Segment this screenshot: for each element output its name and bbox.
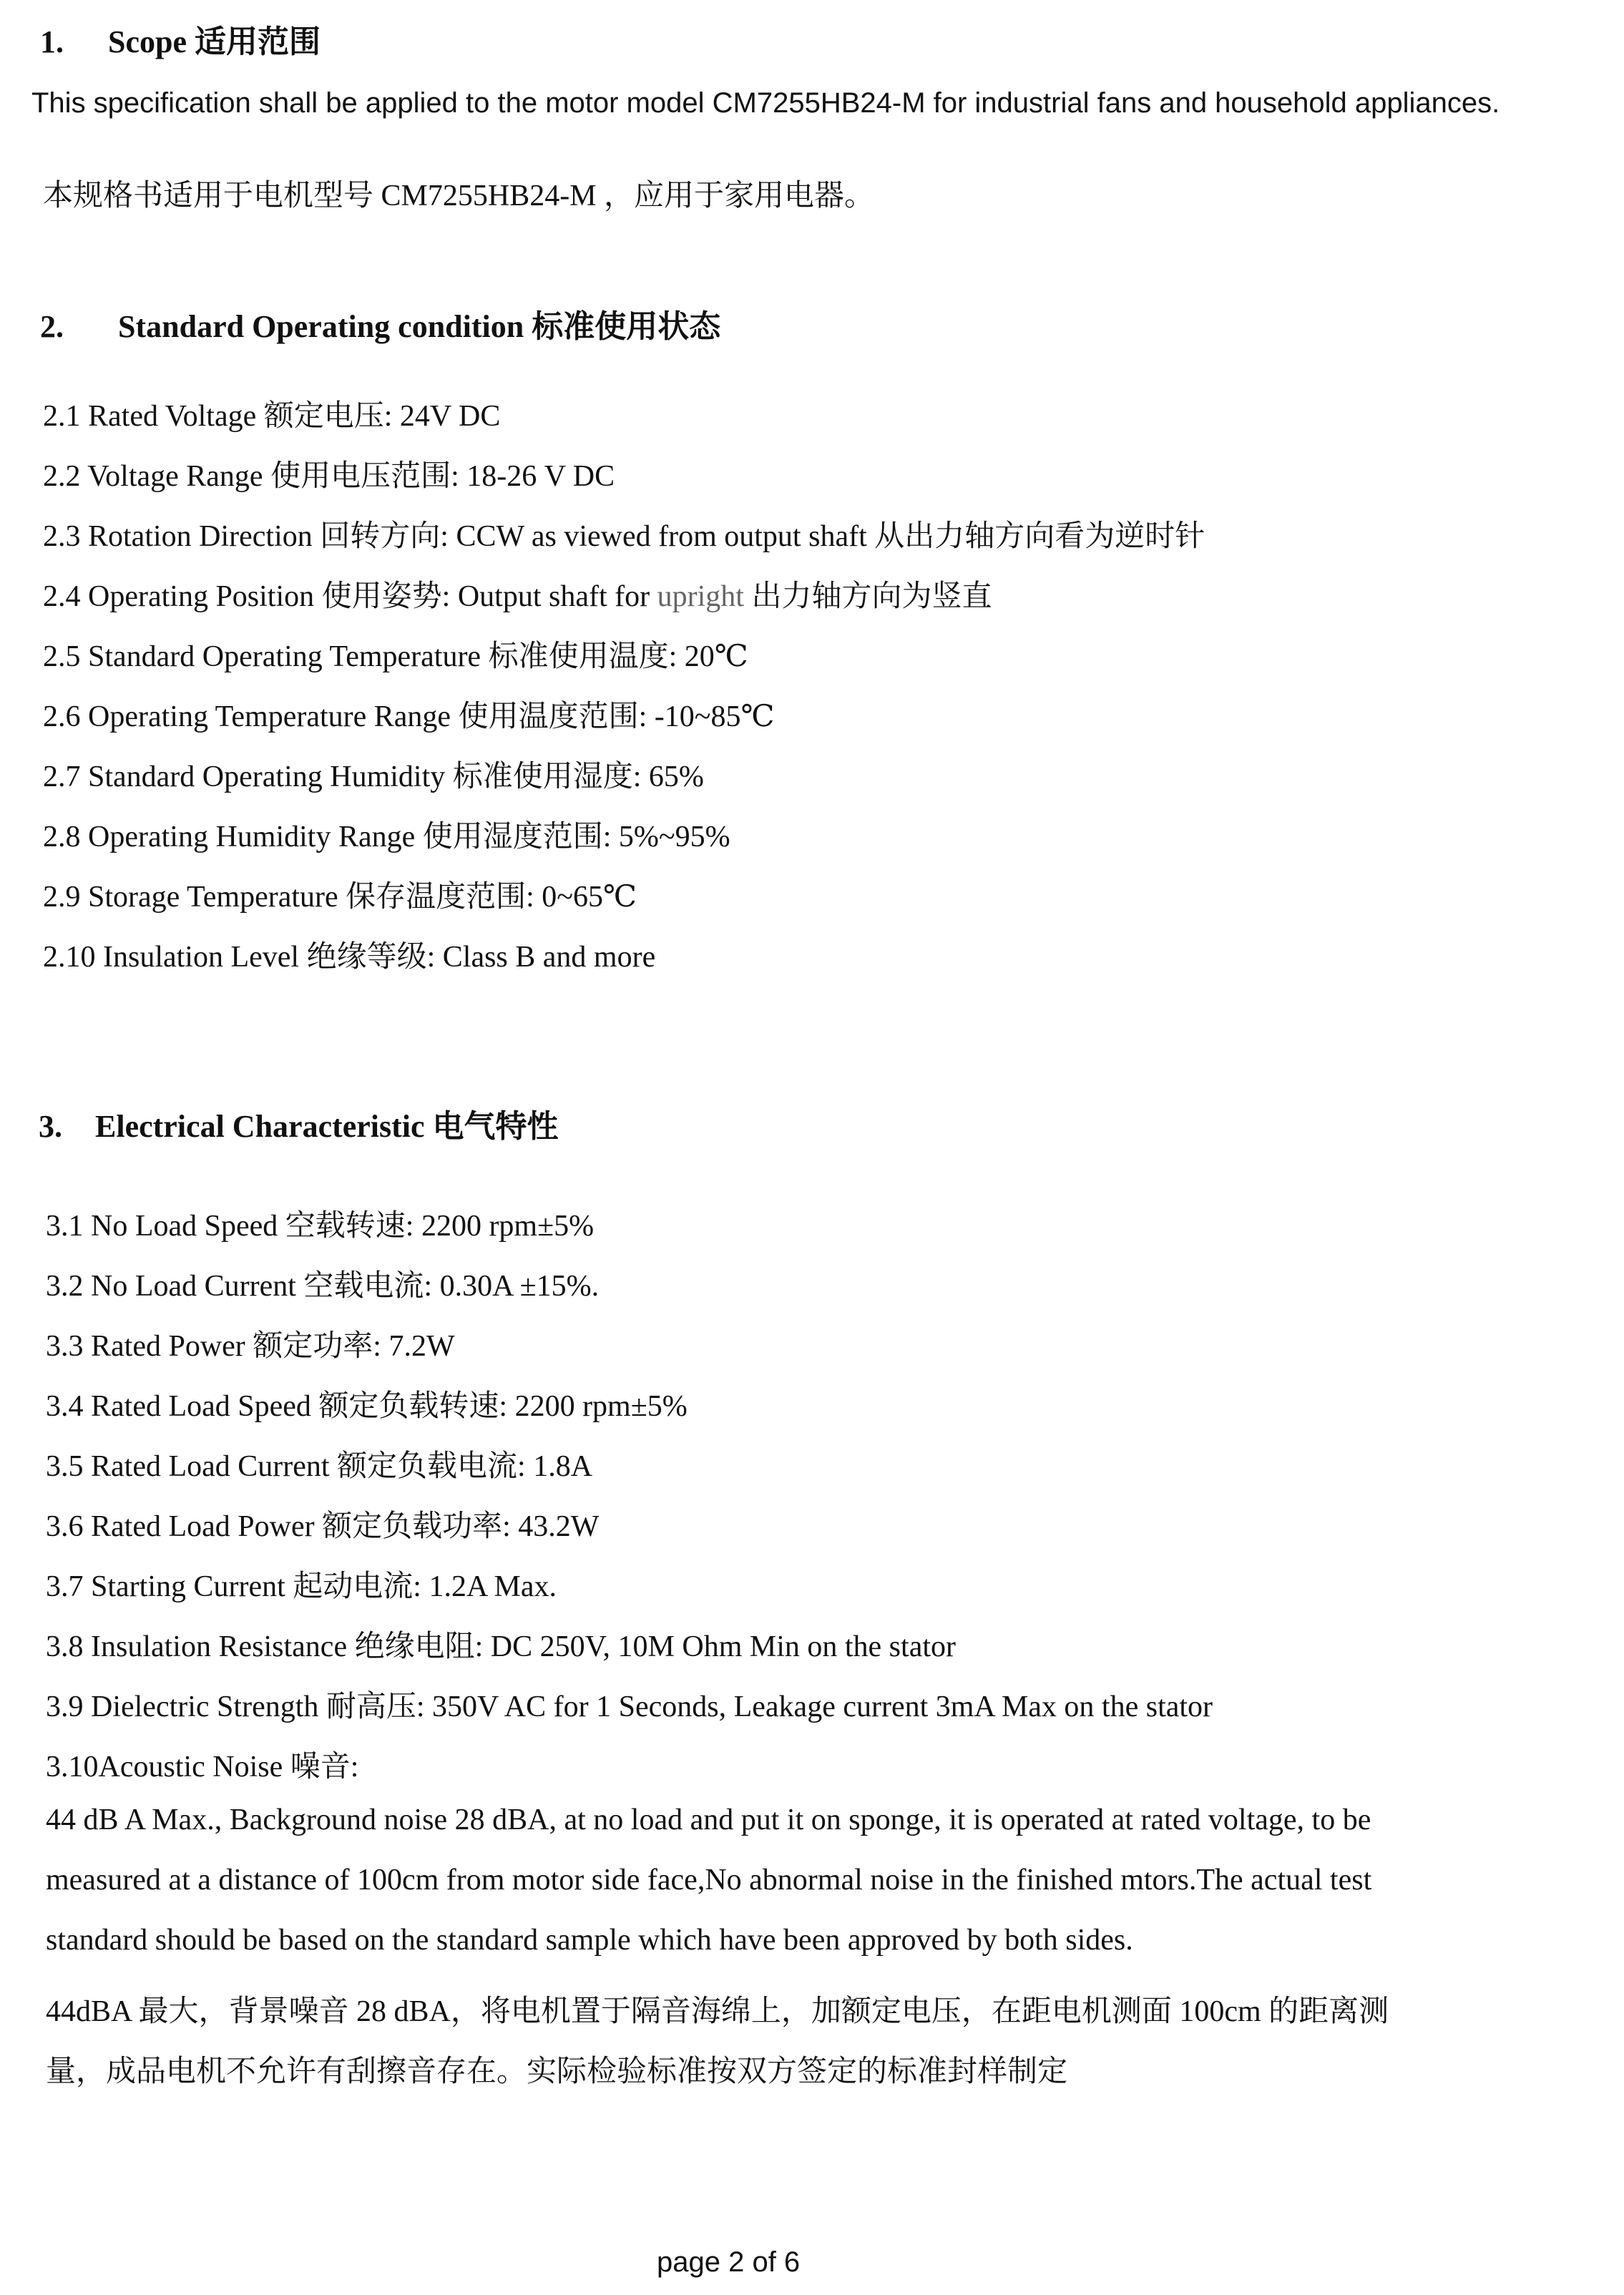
section-2-number: 2. (40, 309, 64, 344)
spec-item-3-7: 3.7 Starting Current 起动电流: 1.2A Max. (46, 1570, 557, 1603)
spec-item-2-4-tail: 出力轴方向为竖直 (743, 580, 992, 613)
spec-item-3-8: 3.8 Insulation Resistance 绝缘电阻: DC 250V, 10M Ohm Min on the stator (46, 1630, 956, 1663)
section-2-heading (40, 300, 720, 346)
page-number: page 2 of 6 (657, 2246, 801, 2278)
section-3-heading (39, 1100, 559, 1146)
spec-item-2-10: 2.10 Insulation Level 绝缘等级: Class B and more (43, 941, 656, 974)
noise-paragraph-cn-line-1: 44dBA 最大，背景噪音 28 dBA，将电机置于隔音海绵上，加额定电压，在距电机测面 100cm 的距离测 (46, 1995, 1389, 2028)
section-3-number: 3. (39, 1109, 62, 1144)
spec-item-2-9: 2.9 Storage Temperature 保存温度范围: 0~65℃ (43, 881, 637, 914)
spec-item-3-5: 3.5 Rated Load Current 额定负载电流: 1.8A (46, 1450, 593, 1483)
spec-item-3-9: 3.9 Dielectric Strength 耐高压: 350V AC for 1 Seconds, Leakage current 3mA Max on the stator (46, 1690, 1213, 1723)
section-1-text-en: This specification shall be applied to the motor model CM7255HB24-M for industrial fans and household appliances. (31, 87, 1500, 119)
spec-item-2-5: 2.5 Standard Operating Temperature 标准使用温度: 20℃ (43, 640, 748, 673)
spec-item-2-4 (43, 572, 992, 615)
spec-item-2-7: 2.7 Standard Operating Humidity 标准使用湿度: 65% (43, 760, 704, 793)
spec-item-2-1: 2.1 Rated Voltage 额定电压: 24V DC (43, 400, 501, 433)
section-1-number: 1. (40, 24, 64, 59)
spec-item-2-2: 2.2 Voltage Range 使用电压范围: 18-26 V DC (43, 460, 615, 493)
spec-item-3-6: 3.6 Rated Load Power 额定负载功率: 43.2W (46, 1510, 600, 1543)
noise-paragraph-en-line-3: standard should be based on the standard sample which have been approved by both sides. (46, 1924, 1133, 1957)
spec-item-2-8: 2.8 Operating Humidity Range 使用湿度范围: 5%~95% (43, 821, 730, 853)
spec-item-2-4-upright: upright (657, 580, 744, 613)
section-1-heading (40, 16, 321, 62)
spec-item-3-4: 3.4 Rated Load Speed 额定负载转速: 2200 rpm±5% (46, 1390, 688, 1423)
noise-paragraph-cn-line-2: 量，成品电机不允许有刮擦音存在。实际检验标准按双方签定的标准封样制定 (46, 2055, 1068, 2088)
noise-paragraph-en-line-1: 44 dB A Max., Background noise 28 dBA, at no load and put it on sponge, it is operated at rated voltage, to be (46, 1804, 1371, 1836)
section-2-title: Standard Operating condition 标准使用状态 (118, 309, 721, 344)
spec-item-3-1: 3.1 No Load Speed 空载转速: 2200 rpm±5% (46, 1210, 595, 1243)
spec-item-3-2: 3.2 No Load Current 空载电流: 0.30A ±15%. (46, 1270, 600, 1303)
section-1-text-cn: 本规格书适用于电机型号 CM7255HB24-M ，应用于家用电器。 (43, 180, 875, 212)
spec-item-2-6: 2.6 Operating Temperature Range 使用温度范围: -10~85℃ (43, 700, 775, 733)
section-3-title: Electrical Characteristic 电气特性 (95, 1109, 559, 1144)
noise-paragraph-en-line-2: measured at a distance of 100cm from motor side face,No abnormal noise in the finished mtors.The actual test (46, 1864, 1372, 1897)
spec-item-3-10: 3.10Acoustic Noise 噪音: (46, 1751, 359, 1783)
spec-item-3-3: 3.3 Rated Power 额定功率: 7.2W (46, 1330, 455, 1363)
spec-item-2-4-text: 2.4 Operating Position 使用姿势: Output shaft for (43, 580, 657, 613)
section-1-title: Scope 适用范围 (108, 24, 321, 59)
spec-item-2-3: 2.3 Rotation Direction 回转方向: CCW as viewed from output shaft 从出力轴方向看为逆时针 (43, 520, 1205, 553)
